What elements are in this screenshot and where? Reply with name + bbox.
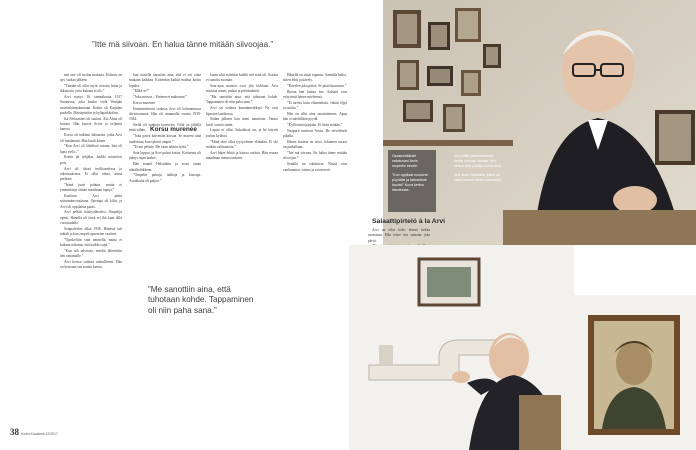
body-column-c <box>206 73 278 162</box>
paragraph: Hänen kotinsa on siisti. Jokainen tavara on paikallaan. <box>283 140 347 150</box>
paragraph: Ruoan hän laittaa itse. Salaatit ovat erityisesti hänen mieleensä. <box>283 89 347 100</box>
paragraph: Hän muutti Helsinkiin ja avasi oman räätälinliikkeen. <box>129 162 201 172</box>
paragraph: Arvi kertoo sodasta rauhallisesti. Hän on kertonut sen monta kertaa. <box>60 260 122 270</box>
paragraph: Arvi pelkisi käsityöläiseksi. Ompelija opetti. Hänellä oli tässä eri ikä kuin tällä vuosisadalla. <box>60 210 122 226</box>
page-footer <box>10 427 58 437</box>
paragraph: ”Ei me pelätty. Me vaan tehtiin työtä.” <box>133 145 189 150</box>
paragraph: Sota loppui, ja Arvi palasi kotiin. Kotiseutu oli jäänyt rajan taakse. <box>129 151 201 161</box>
paragraph: Arvi lukee lehtiä ja katsoo uutisia. Hän seuraa maailman menoa tarkasti. <box>206 150 278 160</box>
paragraph: kuten siltä esitettiin kaikki sitä mitä oli. Asioita ei sanottu suoraan. <box>206 73 278 83</box>
body-column-a <box>60 73 122 271</box>
paragraph: kun naiselle sanottiin aina, että ei voi ottaa mukaan kaikkea. Kuitenkin kaikki mahtui kotiin lopulta. <box>129 73 201 88</box>
paragraph: ”Kun Arvi oli lähdössä sotaan, hän oli lapsi vielä...” <box>60 144 122 154</box>
paragraph: Sotapalvelus alkoi 1938. Hänestä tuli räätäli ja hän ompeli upseerien vaatteet. <box>60 226 122 237</box>
paragraph: ”Kyllä minä pärjään. Ei tässä mitään.” <box>287 123 343 128</box>
paragraph: ”Tänään oli ollut myös siivottu lattia ja ikkunoita, joita kukaan ei ole.” <box>60 84 122 94</box>
paragraph: Sodan jälkeen hän meni naimisiin. Vaimo kuoli vuosia sitten. <box>206 117 278 127</box>
paragraph: ”Kun tuli talvisota, meidät lähetettiin heti rintamalle.” <box>60 249 122 259</box>
paragraph: ”Opiskeltiin vain ommella, mutta ei kukaan uskonut, että kaikki sujui.” <box>60 237 122 248</box>
paragraph: ”Kävelen joka päivä. Se pitää kunnossa.” <box>287 84 347 89</box>
photo-soldier-portrait-image <box>574 295 696 450</box>
paragraph: ”Ei tarvita kuin vihanneksia, vähän öljyä ja suolaa.” <box>283 100 347 111</box>
paragraph: Hän on ollut aina omatoiminen. Apua hän ei mielellään pyydä. <box>283 112 347 122</box>
paragraph: Korsu oli tutkinut ikkunoita, jotka Arvi oli maalannut. Hän kuuli äänen. <box>60 133 122 143</box>
paragraph: ”Itte mä siivoan. En halua tänne mitään siivoojaa.” <box>283 151 347 161</box>
paragraph: ”Joku miessa... Eteinen ei mahtunut.” <box>133 95 188 100</box>
caption-right <box>452 150 504 212</box>
body-column-d <box>283 73 347 173</box>
paragraph: Arvi sai sodasta kunniamerkkejä. Ne ovat lipaston laatikossa. <box>206 106 278 116</box>
photo-sewing-machine-image <box>349 245 574 450</box>
subhead-salaattipirtelo: Salaattipirteló à la Arvi <box>372 218 446 225</box>
paragraph: Arvi on ollut koko ikänsä tarkka ruoastaan. Hän tekee itse salaatin joka päivä. <box>368 228 430 243</box>
paragraph: Seinillä on valokuvia. Niissä ovat vanhemmat, vaimo ja sotatoverit. <box>283 162 347 172</box>
paragraph: ”Ompelin pukuja, takkeja ja housuja. Asiakkaita oli paljon.” <box>129 173 201 183</box>
caption-right-1: Arvi pitää yksintietoisesti, mutta vanhaa Vantaa. Arvi kertoo että pihalla muisti aina. <box>454 154 502 168</box>
page-number: 38 <box>10 427 19 437</box>
paragraph: Ensimmäisessä sodassa Arvi oli kolmannessa divisioonassa. Hän oli rintamalla vuosia 1939-1944. <box>129 106 201 122</box>
paragraph: Kouluun Arvi pääsi seitsemänvuotiaana. Opettaja oli kiltti, ja Arvi oli oppilaista paras. <box>60 194 122 209</box>
paragraph: Arvi syntyi 16. tammikuuta 1917 Suomessa, joka kuului vielä Venäjän suuriruhtinaskuntaan. Kotiin oli Karjalan puolella. Metsäpirttiin ja kyläpaikkoihin. <box>60 95 122 116</box>
paragraph: Korsu murenee <box>133 100 156 105</box>
photo-soldier-portrait <box>574 295 696 450</box>
caption-left-1: Osastonlääkäri valokuvasi Arvin mopedin sinulle. <box>392 154 418 168</box>
paragraph: nen one oli suolaa mukana. Kolmas on nyt, suolaa jälkeen. <box>60 73 122 83</box>
caption-right-2: Arvi asuu Vantaalla, jossa on kaksi kissaa hänen kanssaan. <box>454 173 502 182</box>
paragraph: Hänellä on omat tapansa. Aamulla kahvi, sitten lehti ja kävely. <box>283 73 347 83</box>
paragraph: Naapurit tuntevat Arvin. He tervehtivät pihalla. <box>283 128 347 139</box>
paragraph: Lapsia ei ollut. Sukulaisia on, ja he käyvät joskus kylässä. <box>206 128 278 138</box>
paragraph: ”Me sanottiin aina, että tuhotaan kohde. Tappaminen oli niin paha sana.” <box>206 95 278 105</box>
caption-left <box>388 150 436 212</box>
paragraph: Arvi oli töissä teollisuudessa ja rakennuksissa. Ei ollut rahaa, ainoa perheen. <box>60 166 122 182</box>
paragraph: Isä Aleksanteri oli suutari. Äiti Alma oli kotona. Hän kasvoi Arvin ja veljensä kanssa. <box>60 116 122 132</box>
caption-left-2: ”Kun oppilaat nousivat pöydälle ja tarkastivat kaulat!” Kuva kertoo tilanteesta. <box>392 173 428 192</box>
paragraph: ”Joka päivä kaivettiin korsua. Se mureni aina uudestaan, kun tykistö ampui.” <box>129 134 201 144</box>
subhead-korsu: Korsu murenee <box>150 126 197 133</box>
paragraph: Siellä oli vanhoja kavereita. Niitä on jäljellä enää vähän. <box>129 123 201 133</box>
photo-sewing-machine <box>349 245 574 450</box>
pull-quote: ”Me sanottiin aina, että tuhotaan kohde. Tappaminen oli niin paha sana.” <box>148 285 254 315</box>
magazine-name: Kodin Kuvalehti 12/2017 <box>21 432 58 436</box>
paragraph: ”Minä olen ollut tyytyväinen elämään. Ei ole mitään valittamista.” <box>206 139 278 149</box>
paragraph: ”Mikä se?” <box>133 89 150 94</box>
paragraph: Sota-ajan muistot ovat yhä kirkkaat. Arvi muistaa nimet, paikat ja päivämäärät. <box>206 84 278 94</box>
lead-quote: ”Itte mä siivoan. En halua tänne mitään siivoojaa.” <box>92 40 274 49</box>
paragraph: ”Isänä juuri puhuin, mutta ei ymmärtänyt tämän maailman tapoja.” <box>60 182 122 193</box>
paragraph: Kotiin jäi tyhjäksi, kaikki muuttivat pois. <box>60 155 122 165</box>
